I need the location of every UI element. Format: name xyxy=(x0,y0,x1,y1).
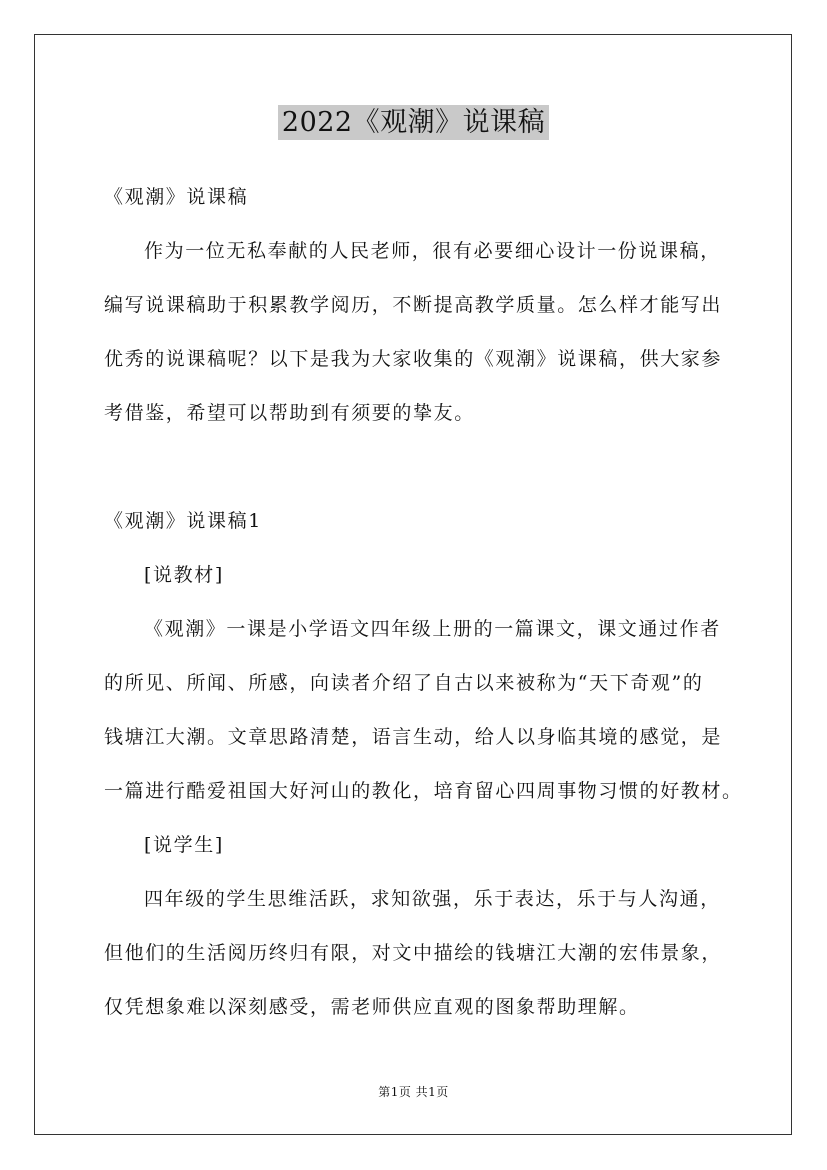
heading-students: [说学生] xyxy=(144,834,224,856)
textbook-line-4: 一篇进行酷爱祖国大好河山的教化，培育留心四周事物习惯的好教材。 xyxy=(104,780,743,802)
students-line-1: 四年级的学生思维活跃，求知欲强，乐于表达，乐于与人沟通， xyxy=(144,888,721,910)
textbook-line-3: 钱塘江大潮。文章思路清楚，语言生动，给人以身临其境的感觉，是 xyxy=(104,726,723,748)
textbook-line-2: 的所见、所闻、所感，向读者介绍了自古以来被称为“天下奇观”的 xyxy=(104,672,704,694)
section-heading: 《观潮》说课稿1 xyxy=(104,510,262,532)
intro-line-2: 编写说课稿助于积累教学阅历，不断提高教学质量。怎么样才能写出 xyxy=(104,294,723,316)
intro-line-1: 作为一位无私奉献的人民老师，很有必要细心设计一份说课稿， xyxy=(144,240,721,262)
heading-textbook: [说教材] xyxy=(144,564,224,586)
textbook-line-1: 《观潮》一课是小学语文四年级上册的一篇课文，课文通过作者 xyxy=(144,618,721,640)
intro-line-3: 优秀的说课稿呢？以下是我为大家收集的《观潮》说课稿，供大家参 xyxy=(104,348,723,370)
intro-line-4: 考借鉴，希望可以帮助到有须要的挚友。 xyxy=(104,402,475,424)
document-title: 2022《观潮》说课稿 xyxy=(278,105,549,140)
students-line-2: 但他们的生活阅历终归有限，对文中描绘的钱塘江大潮的宏伟景象， xyxy=(104,942,723,964)
document-title-block xyxy=(0,100,827,139)
students-line-3: 仅凭想象难以深刻感受，需老师供应直观的图象帮助理解。 xyxy=(104,996,640,1018)
page-footer: 第1页 共1页 xyxy=(378,1085,449,1099)
document-subtitle: 《观潮》说课稿 xyxy=(104,186,249,208)
